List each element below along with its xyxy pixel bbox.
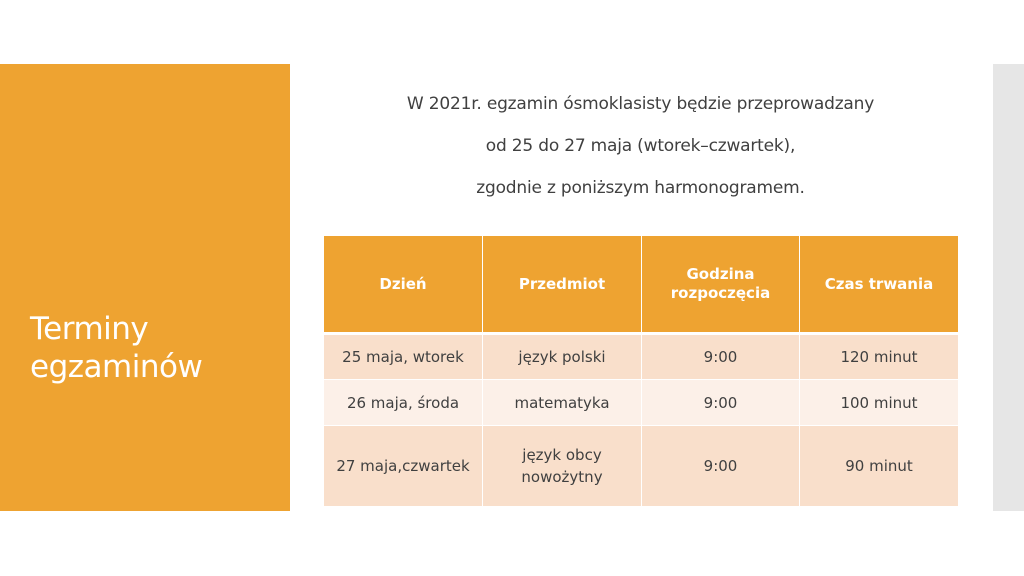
cell-duration: 100 minut: [800, 380, 959, 426]
intro-line-3: zgodnie z poniższym harmonogramem.: [476, 178, 805, 198]
header-day: Dzień: [324, 236, 483, 334]
header-start-line-2: rozpoczęcia: [670, 284, 771, 302]
cell-subject: [483, 426, 642, 507]
cell-start-time: 9:00: [642, 380, 800, 426]
header-duration: Czas trwania: [800, 236, 959, 334]
cell-start-time: 9:00: [642, 334, 800, 380]
header-subject: Przedmiot: [483, 236, 642, 334]
header-start-time: [642, 236, 800, 334]
intro-text: [323, 88, 958, 214]
cell-start-time: 9:00: [642, 426, 800, 507]
title-panel: [0, 64, 290, 511]
slide-title: [30, 310, 280, 386]
table-row: [324, 380, 959, 426]
table-header-row: [324, 236, 959, 334]
right-edge-strip: [993, 64, 1024, 511]
slide-title-line-2: egzaminów: [30, 349, 203, 385]
table-row: [324, 334, 959, 380]
intro-line-1: W 2021r. egzamin ósmoklasisty będzie przeprowadzany: [406, 94, 875, 114]
cell-duration: 90 minut: [800, 426, 959, 507]
header-start-line-1: Godzina: [686, 265, 755, 283]
cell-subject-line-1: język obcy: [522, 446, 602, 464]
cell-day: 26 maja, środa: [324, 380, 483, 426]
cell-subject: język polski: [483, 334, 642, 380]
intro-line-2: od 25 do 27 maja (wtorek–czwartek),: [485, 136, 796, 156]
table-row: [324, 426, 959, 507]
slide-title-line-1: Terminy: [30, 311, 149, 347]
cell-day: 27 maja,czwartek: [324, 426, 483, 507]
cell-subject-line-2: nowożytny: [521, 468, 603, 486]
cell-subject: matematyka: [483, 380, 642, 426]
cell-duration: 120 minut: [800, 334, 959, 380]
exam-schedule-table: [323, 236, 959, 507]
cell-day: 25 maja, wtorek: [324, 334, 483, 380]
